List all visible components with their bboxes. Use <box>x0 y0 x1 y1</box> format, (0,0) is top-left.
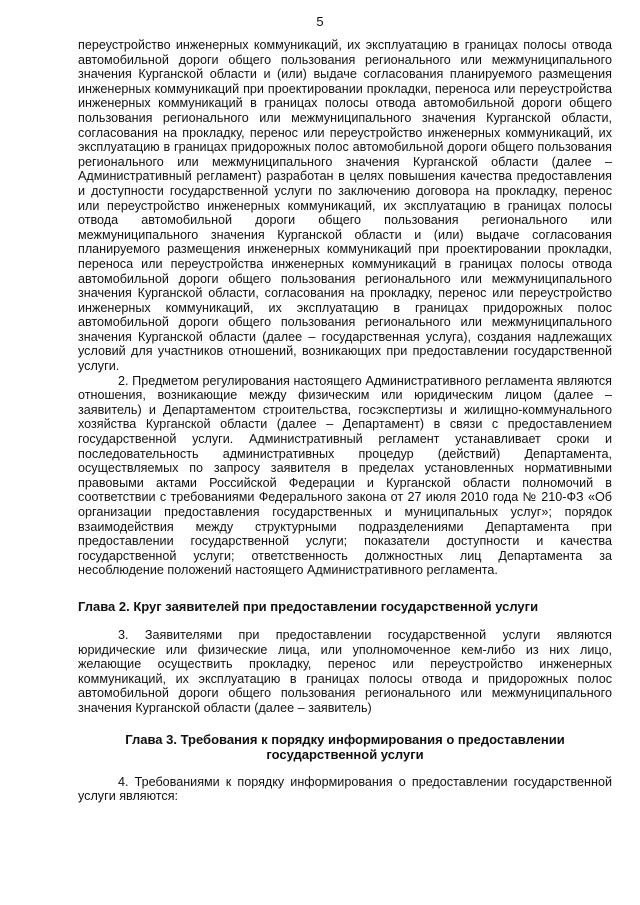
page-number: 5 <box>316 14 324 29</box>
chapter-3-heading-line-2: государственной услуги <box>266 746 424 762</box>
paragraph-continuation: переустройство инженерных коммуникаций, их эксплуатацию в границах полосы отвода автомобильной дороги общего пользования регионального или межмуниципального значения Курганской области и (или) выдаче согласования планируемого размещения инженерных коммуникаций при проектировании прокладки, переноса или переустройства инженерных коммуникаций в границах полосы отвода автомобильной дороги общего пользования регионального или межмуниципального значения Курганской области, согласования на прокладку, перенос или переустройство инженерных коммуникаций, их эксплуатацию в границах придорожных полос автомобильной дороги общего пользования регионального или межмуниципального значения Курганской области (далее – Административный регламент) разработан в целях повышения качества предоставления и доступности государственной услуги по заключению договора на прокладку, перенос или переустройство инженерных коммуникаций, их эксплуатацию в границах полосы отвода автомобильной дороги общего пользования регионального или межмуниципального значения Курганской области и (или) выдаче согласования планируемого размещения инженерных коммуникаций при проектировании прокладки, переноса или переустройства инженерных коммуникаций в границах полосы отвода автомобильной дороги общего пользования регионального или межмуниципального значения Курганской области, согласования на прокладку, перенос или переустройство инженерных коммуникаций, их эксплуатацию в границах придорожных полос автомобильной дороги общего пользования регионального или межмуниципального значения Курганской области (далее – государственная услуга), создания надлежащих условий для участников отношений, возникающих при предоставлении государственной услуги. <box>78 38 612 374</box>
paragraph-2: 2. Предметом регулирования настоящего Административного регламента являются отношения, возникающие между физическим или юридическим лицом (далее – заявитель) и Департаментом строительства, госэкспертизы и жилищно-коммунального хозяйства Курганской области (далее – Департамент) в связи с предоставлением государственной услуги. Административный регламент устанавливает сроки и последовательность административных процедур (действий) Департамента, осуществляемых по запросу заявителя в пределах установленных нормативными правовыми актами Российской Федерации и Курганской области полномочий в соответствии с требованиями Федерального закона от 27 июля 2010 года № 210-ФЗ «Об организации предоставления государственных и муниципальных услуг»; порядок взаимодействия между структурными подразделениями Департамента при предоставлении государственной услуги; показатели доступности и качества государственной услуги; ответственность должностных лиц Департамента за несоблюдение положений настоящего Административного регламента. <box>78 373 612 578</box>
document-body <box>78 38 612 804</box>
chapter-3-heading <box>78 732 612 762</box>
paragraph-4: 4. Требованиями к порядку информирования о предоставлении государственной услуги являются: <box>78 774 612 804</box>
chapter-3-heading-line-1: Глава 3. Требования к порядку информирования о предоставлении <box>125 731 565 747</box>
paragraph-3: 3. Заявителями при предоставлении государственной услуги являются юридические или физические лица, или уполномоченное кем-либо из них лицо, желающие осуществить прокладку, перенос или переустройство инженерных коммуникаций, их эксплуатацию в границах полосы отвода и придорожных полос автомобильной дороги общего пользования регионального или межмуниципального значения Курганской области (далее – заявитель) <box>78 627 612 715</box>
chapter-2-heading: Глава 2. Круг заявителей при предоставлении государственной услуги <box>78 598 539 614</box>
